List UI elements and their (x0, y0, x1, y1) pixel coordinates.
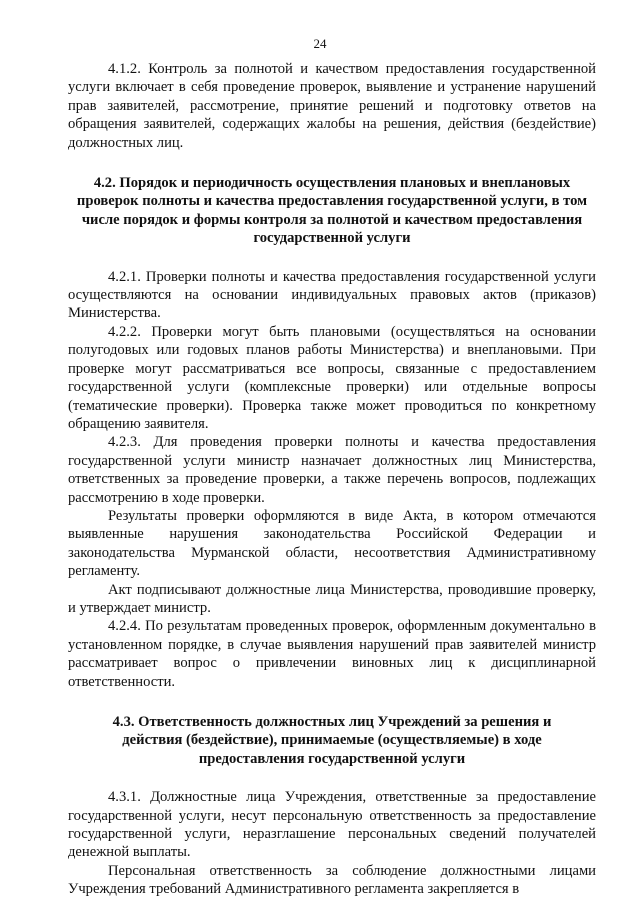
document-body (68, 60, 596, 899)
paragraph-4-2-1: 4.2.1. Проверки полноты и качества предоставления государственной услуги осуществляются на основании индивидуальных правовых актов (приказов) Министерства. (68, 268, 596, 322)
paragraph-personal-responsibility: Персональная ответственность за соблюдение должностными лицами Учреждения требований Административного регламента закрепляется в (68, 862, 596, 898)
paragraph-4-1-2: 4.1.2. Контроль за полнотой и качеством предоставления государственной услуги включает в себя проведение проверок, выявление и устранение нарушений прав заявителей, рассмотрение, принятие решений и подготовку ответов на обращения заявителей, содержащих жалобы на решения, действия (бездействие) должностных лиц. (68, 61, 596, 151)
paragraph-4-2-4: 4.2.4. По результатам проведенных проверок, оформленным документально в установленном порядке, в случае выявления нарушений прав заявителей министр рассматривает вопрос о привлечении виновных лиц к дисциплинарной ответственности. (68, 618, 596, 690)
paragraph-4-2-3: 4.2.3. Для проведения проверки полноты и качества предоставления государственной услуги министр назначает должностных лиц Министерства, ответственных за проведение проверки, а также перечень вопросов, подлежащих рассмотрению в ходе проверки. (68, 434, 596, 506)
section-heading-4-3: 4.3. Ответственность должностных лиц Учреждений за решения и действия (бездействие), принимаемые (осуществляемые) в ходе предоставления государственной услуги (112, 714, 552, 767)
paragraph-4-3-1: 4.3.1. Должностные лица Учреждения, ответственные за предоставление государственной услуги, несут персональную ответственность за предоставление государственной услуги, неразглашение персональных сведений получателей денежной выплаты. (68, 789, 596, 861)
section-heading-4-2: 4.2. Порядок и периодичность осуществления плановых и внеплановых проверок полноты и качества предоставления государственной услуги, в том числе порядок и формы контроля за полнотой и качеством предоставления государственной услуги (76, 175, 588, 247)
page-number: 24 (313, 36, 327, 51)
paragraph-act-signing: Акт подписывают должностные лица Министерства, проводившие проверку, и утверждает министр. (68, 581, 596, 616)
paragraph-check-results: Результаты проверки оформляются в виде Акта, в котором отмечаются выявленные нарушения законодательства Российской Федерации и законодательства Мурманской области, несоответствия Административному регламенту. (68, 507, 596, 580)
paragraph-4-2-2: 4.2.2. Проверки могут быть плановыми (осуществляться на основании полугодовых или годовых планов работы Министерства) и внеплановыми. При проверке могут рассматриваться все вопросы, связанные с предоставлением государственной услуги (комплексные проверки) или отдельные вопросы (тематические проверки). Проверка также может проводиться по конкретному обращению заявителя. (68, 323, 596, 432)
